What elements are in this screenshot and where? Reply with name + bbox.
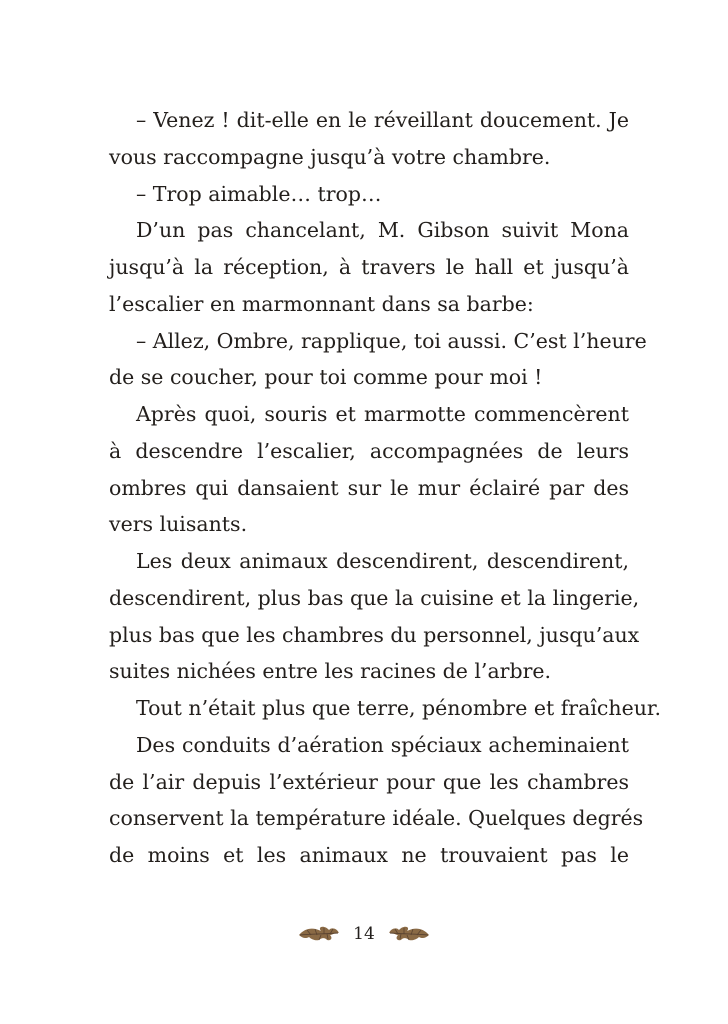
text-line: vers luisants. [109, 512, 248, 537]
text-line: de moins et les animaux ne trouvaient pas le [109, 843, 629, 867]
text-line: à descendre l’escalier, accompagnées de leurs [109, 438, 629, 463]
text-line: l’escalier en marmonnant dans sa barbe: [109, 291, 534, 316]
page-body-text [109, 102, 661, 874]
text-line: Les deux animaux descendirent, descendirent, [136, 549, 629, 573]
text-line: – Venez ! dit-elle en le réveillant doucement. Je [136, 108, 629, 132]
text-line: vous raccompagne jusqu’à votre chambre. [109, 144, 551, 169]
text-line: conservent la température idéale. Quelques degrés [109, 806, 644, 831]
text-line: Des conduits d’aération spéciaux acheminaient [136, 732, 629, 757]
text-line: descendirent, plus bas que la cuisine et la lingerie, [109, 585, 640, 610]
text-line: ombres qui dansaient sur le mur éclairé par des [109, 475, 629, 500]
leaf-ornament-icon [297, 924, 341, 944]
text-line: Tout n’était plus que terre, pénombre et fraîcheur. [136, 696, 661, 720]
text-line: de se coucher, pour toi comme pour moi ! [109, 365, 543, 390]
text-line: jusqu’à la réception, à travers le hall et jusqu’à [109, 255, 629, 279]
text-line: Après quoi, souris et marmotte commencèrent [136, 402, 629, 426]
text-line: – Allez, Ombre, rapplique, toi aussi. C’est l’heure [136, 328, 647, 353]
page-number: 14 [353, 924, 375, 944]
text-line: – Trop aimable… trop… [136, 181, 382, 206]
leaf-ornament-icon [387, 924, 431, 944]
text-line: plus bas que les chambres du personnel, jusqu’aux [109, 622, 640, 647]
page-footer [0, 920, 728, 948]
text-line: de l’air depuis l’extérieur pour que les chambres [109, 769, 629, 794]
text-line: suites nichées entre les racines de l’arbre. [109, 659, 552, 684]
text-line: D’un pas chancelant, M. Gibson suivit Mona [136, 218, 629, 243]
